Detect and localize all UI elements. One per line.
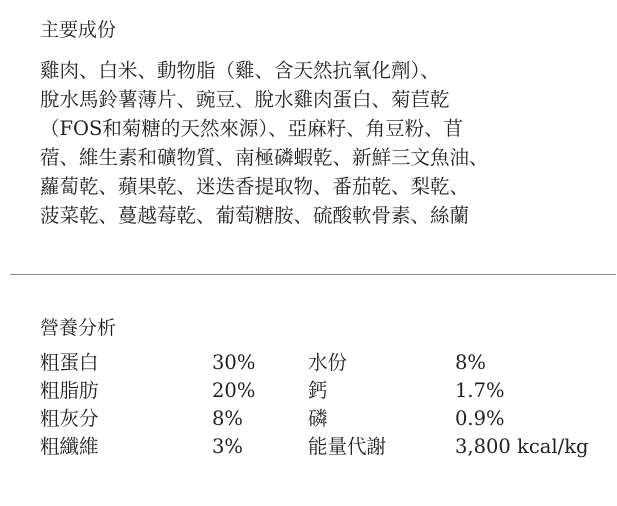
nutrient-name: 能量代謝	[308, 435, 387, 458]
nutrient-name: 鈣	[308, 379, 328, 402]
analysis-table	[40, 349, 589, 461]
nutrient-name: 水份	[308, 351, 348, 374]
ingredients-heading: 主要成份	[40, 19, 117, 41]
analysis-heading: 營養分析	[40, 317, 117, 339]
table-row	[40, 349, 589, 377]
ingredients-line: 雞肉、白米、動物脂（雞、含天然抗氧化劑）、	[40, 59, 440, 82]
table-row	[40, 405, 589, 433]
ingredients-line: （FOS和菊糖的天然來源）、亞麻籽、角豆粉、苜	[40, 117, 464, 140]
nutrient-name: 粗脂肪	[40, 379, 99, 402]
nutrient-value: 20%	[212, 379, 256, 402]
nutrient-value: 8%	[212, 407, 243, 430]
ingredients-line: 蘿蔔乾、蘋果乾、迷迭香提取物、番茄乾、梨乾、	[40, 175, 470, 198]
nutrient-name: 粗纖維	[40, 435, 99, 458]
nutrient-value: 1.7%	[455, 379, 505, 402]
nutrient-value: 3%	[212, 435, 243, 458]
nutrient-value: 3,800 kcal/kg	[455, 435, 589, 458]
nutrient-value: 0.9%	[455, 407, 505, 430]
ingredients-line: 蓿、維生素和礦物質、南極磷蝦乾、新鮮三文魚油、	[40, 146, 489, 169]
ingredients-line: 菠菜乾、蔓越莓乾、葡萄糖胺、硫酸軟骨素、絲蘭	[40, 204, 470, 227]
nutrient-name: 粗蛋白	[40, 351, 99, 374]
nutrient-value: 8%	[455, 351, 486, 374]
ingredients-list	[40, 56, 600, 230]
nutrient-name: 粗灰分	[40, 407, 99, 430]
ingredients-line: 脫水馬鈴薯薄片、豌豆、脫水雞肉蛋白、菊苣乾	[40, 88, 450, 111]
section-divider	[10, 274, 616, 275]
nutrient-value: 30%	[212, 351, 256, 374]
nutrient-name: 磷	[308, 407, 328, 430]
table-row	[40, 377, 589, 405]
table-row	[40, 433, 589, 461]
